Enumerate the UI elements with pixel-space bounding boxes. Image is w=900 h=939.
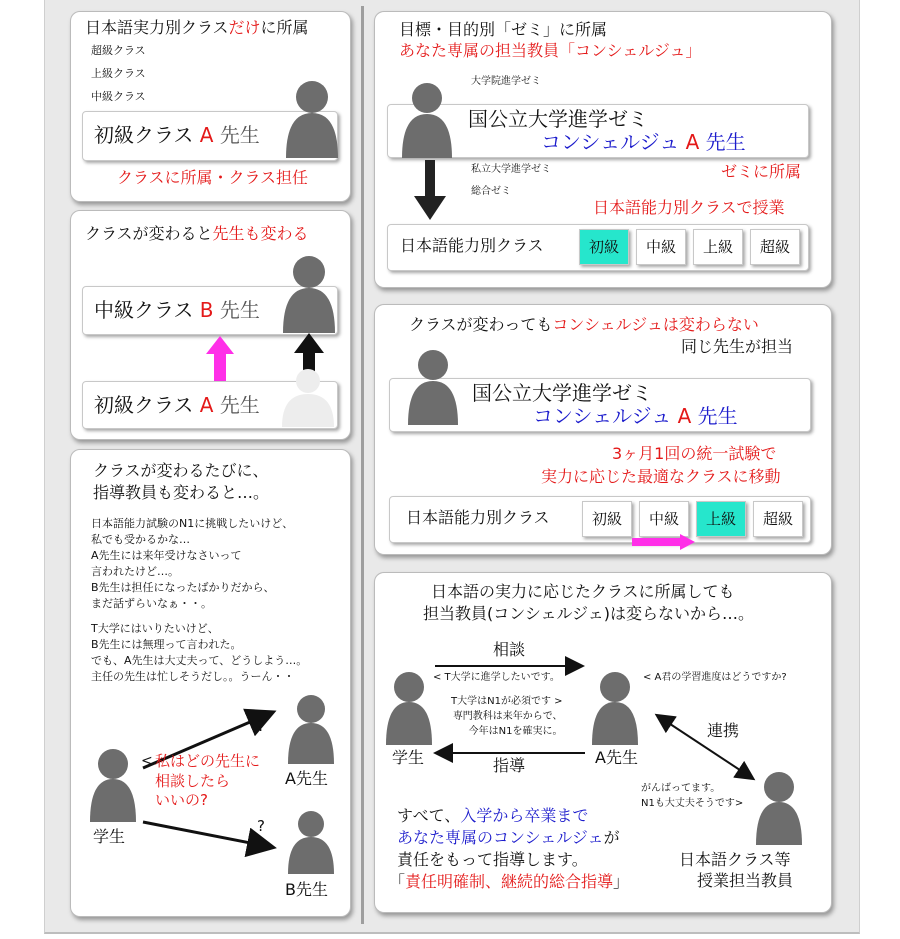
teacher-speech-line: 専門教科は来年からで、 <box>452 711 563 722</box>
level-advanced: 上級 <box>696 501 746 537</box>
question-text <box>155 752 260 811</box>
teacher-speech-line: 今年はN1を確実に。 <box>468 726 563 737</box>
teacher-figure <box>285 80 339 158</box>
teacher-a-label: A先生 <box>285 769 328 788</box>
link-label: 連携 <box>707 721 740 740</box>
class-name: 初級クラス <box>94 123 194 147</box>
panel-title-line2: 指導教員も変わると…。 <box>93 483 270 502</box>
title-text-end: に所属 <box>260 18 309 37</box>
question-mark-b: ? <box>257 817 265 835</box>
title-emphasis: 先生も変わる <box>212 224 309 243</box>
teacher-letter: B <box>199 298 214 322</box>
seminar-graduate: 大学院進学ゼミ <box>471 76 541 87</box>
student-speech: < T大学に進学したいです。 <box>433 672 560 683</box>
level-super: 超級 <box>753 501 803 537</box>
level-beginner: 初級 <box>582 501 632 537</box>
teacher-question: < A君の学習進度はどうですか? <box>643 672 787 683</box>
concierge-suffix: 先生 <box>697 404 738 428</box>
seminar-name: 国公立大学進学ゼミ <box>468 107 648 131</box>
worry-line: 私でも受かるかな… <box>91 532 190 546</box>
title-text: 日本語実力別クラス <box>85 18 229 37</box>
worry-line: まだ話ずらいなぁ・・。 <box>91 596 212 610</box>
upper-class-text <box>94 299 260 322</box>
teacher-figure-b <box>282 255 336 333</box>
panel-title-line1 <box>409 316 759 334</box>
staff-figure <box>755 771 803 845</box>
summary-motto: 責任明確制、継続的総合指導 <box>405 872 614 891</box>
class-level-label: 日本語能力別クラス <box>406 508 550 527</box>
panel-title-line1: 目標・目的別「ゼミ」に所属 <box>399 20 608 39</box>
class-caption: クラスに所属・クラス担任 <box>117 168 309 187</box>
panel-title-line1: 日本語の実力に応じたクラスに所属しても <box>431 582 735 601</box>
label-class-lesson: 日本語能力別クラスで授業 <box>593 198 785 217</box>
staff-speech-line: N1も大丈夫そうです> <box>641 798 744 809</box>
panel-title <box>85 19 309 37</box>
arrow-down-black <box>413 160 447 220</box>
level-advanced: 上級 <box>693 229 743 265</box>
concierge-suffix: 先生 <box>705 130 746 154</box>
worry-line: T大学にはいりたいけど、 <box>91 622 219 635</box>
arrow-to-teacher-b <box>143 822 271 847</box>
worry-line: でも、A先生は大丈夫って、どうしよう…。 <box>91 653 308 667</box>
summary-text: すべて、 <box>397 806 461 825</box>
level-label-intermediate: 中級クラス <box>91 90 146 103</box>
exam-line1: 3ヶ月1回の統一試験で <box>612 444 777 463</box>
title-text: クラスが変わると <box>85 224 213 243</box>
summary-line1 <box>397 807 588 825</box>
summary-text: が <box>603 828 620 847</box>
teacher-b-label: B先生 <box>285 880 328 899</box>
exam-line2: 実力に応じた最適なクラスに移動 <box>541 467 781 486</box>
panel-seminar <box>374 11 832 288</box>
question-line: 私はどの先生に <box>155 752 261 770</box>
panel-title-line2: 担当教員(コンシェルジェ)は変らないから…。 <box>423 604 755 623</box>
question-line: いいの? <box>155 791 208 809</box>
teacher-suffix: 先生 <box>219 298 260 322</box>
class-name: 初級クラス <box>94 393 194 417</box>
concierge-line <box>533 405 738 428</box>
consult-label: 相談 <box>493 640 526 659</box>
panel-same-concierge <box>374 304 832 555</box>
bracket-open: 「 <box>389 872 406 891</box>
worry-line: 主任の先生は忙しそうだし。。うーん・・ <box>91 669 295 683</box>
teacher-letter: A <box>199 393 214 417</box>
concierge-figure <box>401 82 453 158</box>
concierge-letter: A <box>677 404 692 428</box>
class-name: 中級クラス <box>94 298 194 322</box>
question-caret: < <box>141 753 153 769</box>
teacher-b-figure <box>287 810 335 874</box>
student-figure <box>89 748 137 822</box>
panel-teacher-confusion <box>70 449 351 917</box>
teacher-speech <box>451 694 563 739</box>
teacher-a-label: A先生 <box>595 748 638 767</box>
panel-title-line2: あなた専属の担当教員「コンシェルジュ」 <box>399 41 702 60</box>
level-label-advanced: 上級クラス <box>91 67 146 80</box>
question-mark-a: ? <box>257 717 265 735</box>
panel-class-only <box>70 11 351 202</box>
concierge-line <box>541 131 746 154</box>
concierge-title: コンシェルジュ <box>533 404 672 428</box>
level-intermediate: 中級 <box>639 501 689 537</box>
question-line: 相談したら <box>155 771 231 790</box>
seminar-name: 国公立大学進学ゼミ <box>472 381 652 405</box>
teacher-a-figure <box>287 694 335 764</box>
worry-line: B先生には無理って言われた。 <box>91 637 242 651</box>
class-level-label: 日本語能力別クラス <box>400 236 544 255</box>
level-beginner: 初級 <box>579 229 629 265</box>
student-figure <box>385 671 433 745</box>
arrow-right-magenta <box>632 534 696 550</box>
summary-emphasis: 入学から卒業まで <box>460 806 589 825</box>
teacher-suffix: 先生 <box>219 123 260 147</box>
staff-speech-line: がんばってます。 <box>641 783 721 794</box>
column-divider <box>361 6 364 924</box>
level-label-super: 超級クラス <box>91 44 146 57</box>
panel-title-line1: クラスが変わるたびに、 <box>93 461 269 480</box>
teacher-figure-a-faded <box>281 369 335 427</box>
level-super: 超級 <box>750 229 800 265</box>
bracket-close: 」 <box>613 872 630 891</box>
concierge-title: コンシェルジュ <box>541 130 680 154</box>
staff-speech <box>641 781 743 811</box>
worry-line: B先生は担任になったばかりだから、 <box>91 580 275 594</box>
title-emphasis: コンシェルジュは変わらない <box>552 315 759 334</box>
worry-line: 言われたけど…。 <box>91 564 179 578</box>
panel-class-change <box>70 210 351 440</box>
class-box-text <box>94 124 260 147</box>
teacher-a-figure <box>591 671 639 745</box>
lower-class-text <box>94 394 260 417</box>
summary-emphasis: あなた専属のコンシェルジェ <box>397 828 604 847</box>
summary-line3: 責任をもって指導します。 <box>397 850 588 869</box>
title-emphasis: だけ <box>228 18 261 37</box>
worry-line: 日本語能力試験のN1に挑戦したいけど、 <box>91 517 294 530</box>
seminar-private: 私立大学進学ゼミ <box>471 164 551 175</box>
level-intermediate: 中級 <box>636 229 686 265</box>
teacher-suffix: 先生 <box>219 393 260 417</box>
summary-line2 <box>397 829 620 847</box>
summary-line4 <box>389 873 629 891</box>
staff-label-line2: 授業担当教員 <box>697 871 794 890</box>
guide-label: 指導 <box>493 756 526 775</box>
student-label: 学生 <box>392 748 425 767</box>
panel-consistent-guidance <box>374 572 832 913</box>
title-text: クラスが変わっても <box>409 315 553 334</box>
label-seminar: ゼミに所属 <box>721 162 802 181</box>
panel-title <box>85 225 309 243</box>
arrow-up-magenta <box>205 336 235 386</box>
teacher-letter: A <box>199 123 214 147</box>
staff-label-line1: 日本語クラス等 <box>679 850 791 869</box>
panel-title-line2: 同じ先生が担当 <box>681 337 794 356</box>
student-label: 学生 <box>93 827 126 846</box>
teacher-speech-line: T大学はN1が必須です > <box>451 696 563 707</box>
concierge-letter: A <box>685 130 700 154</box>
concierge-figure <box>407 349 459 425</box>
seminar-general: 総合ゼミ <box>471 186 511 197</box>
worry-line: A先生には来年受けなさいって <box>91 548 242 562</box>
